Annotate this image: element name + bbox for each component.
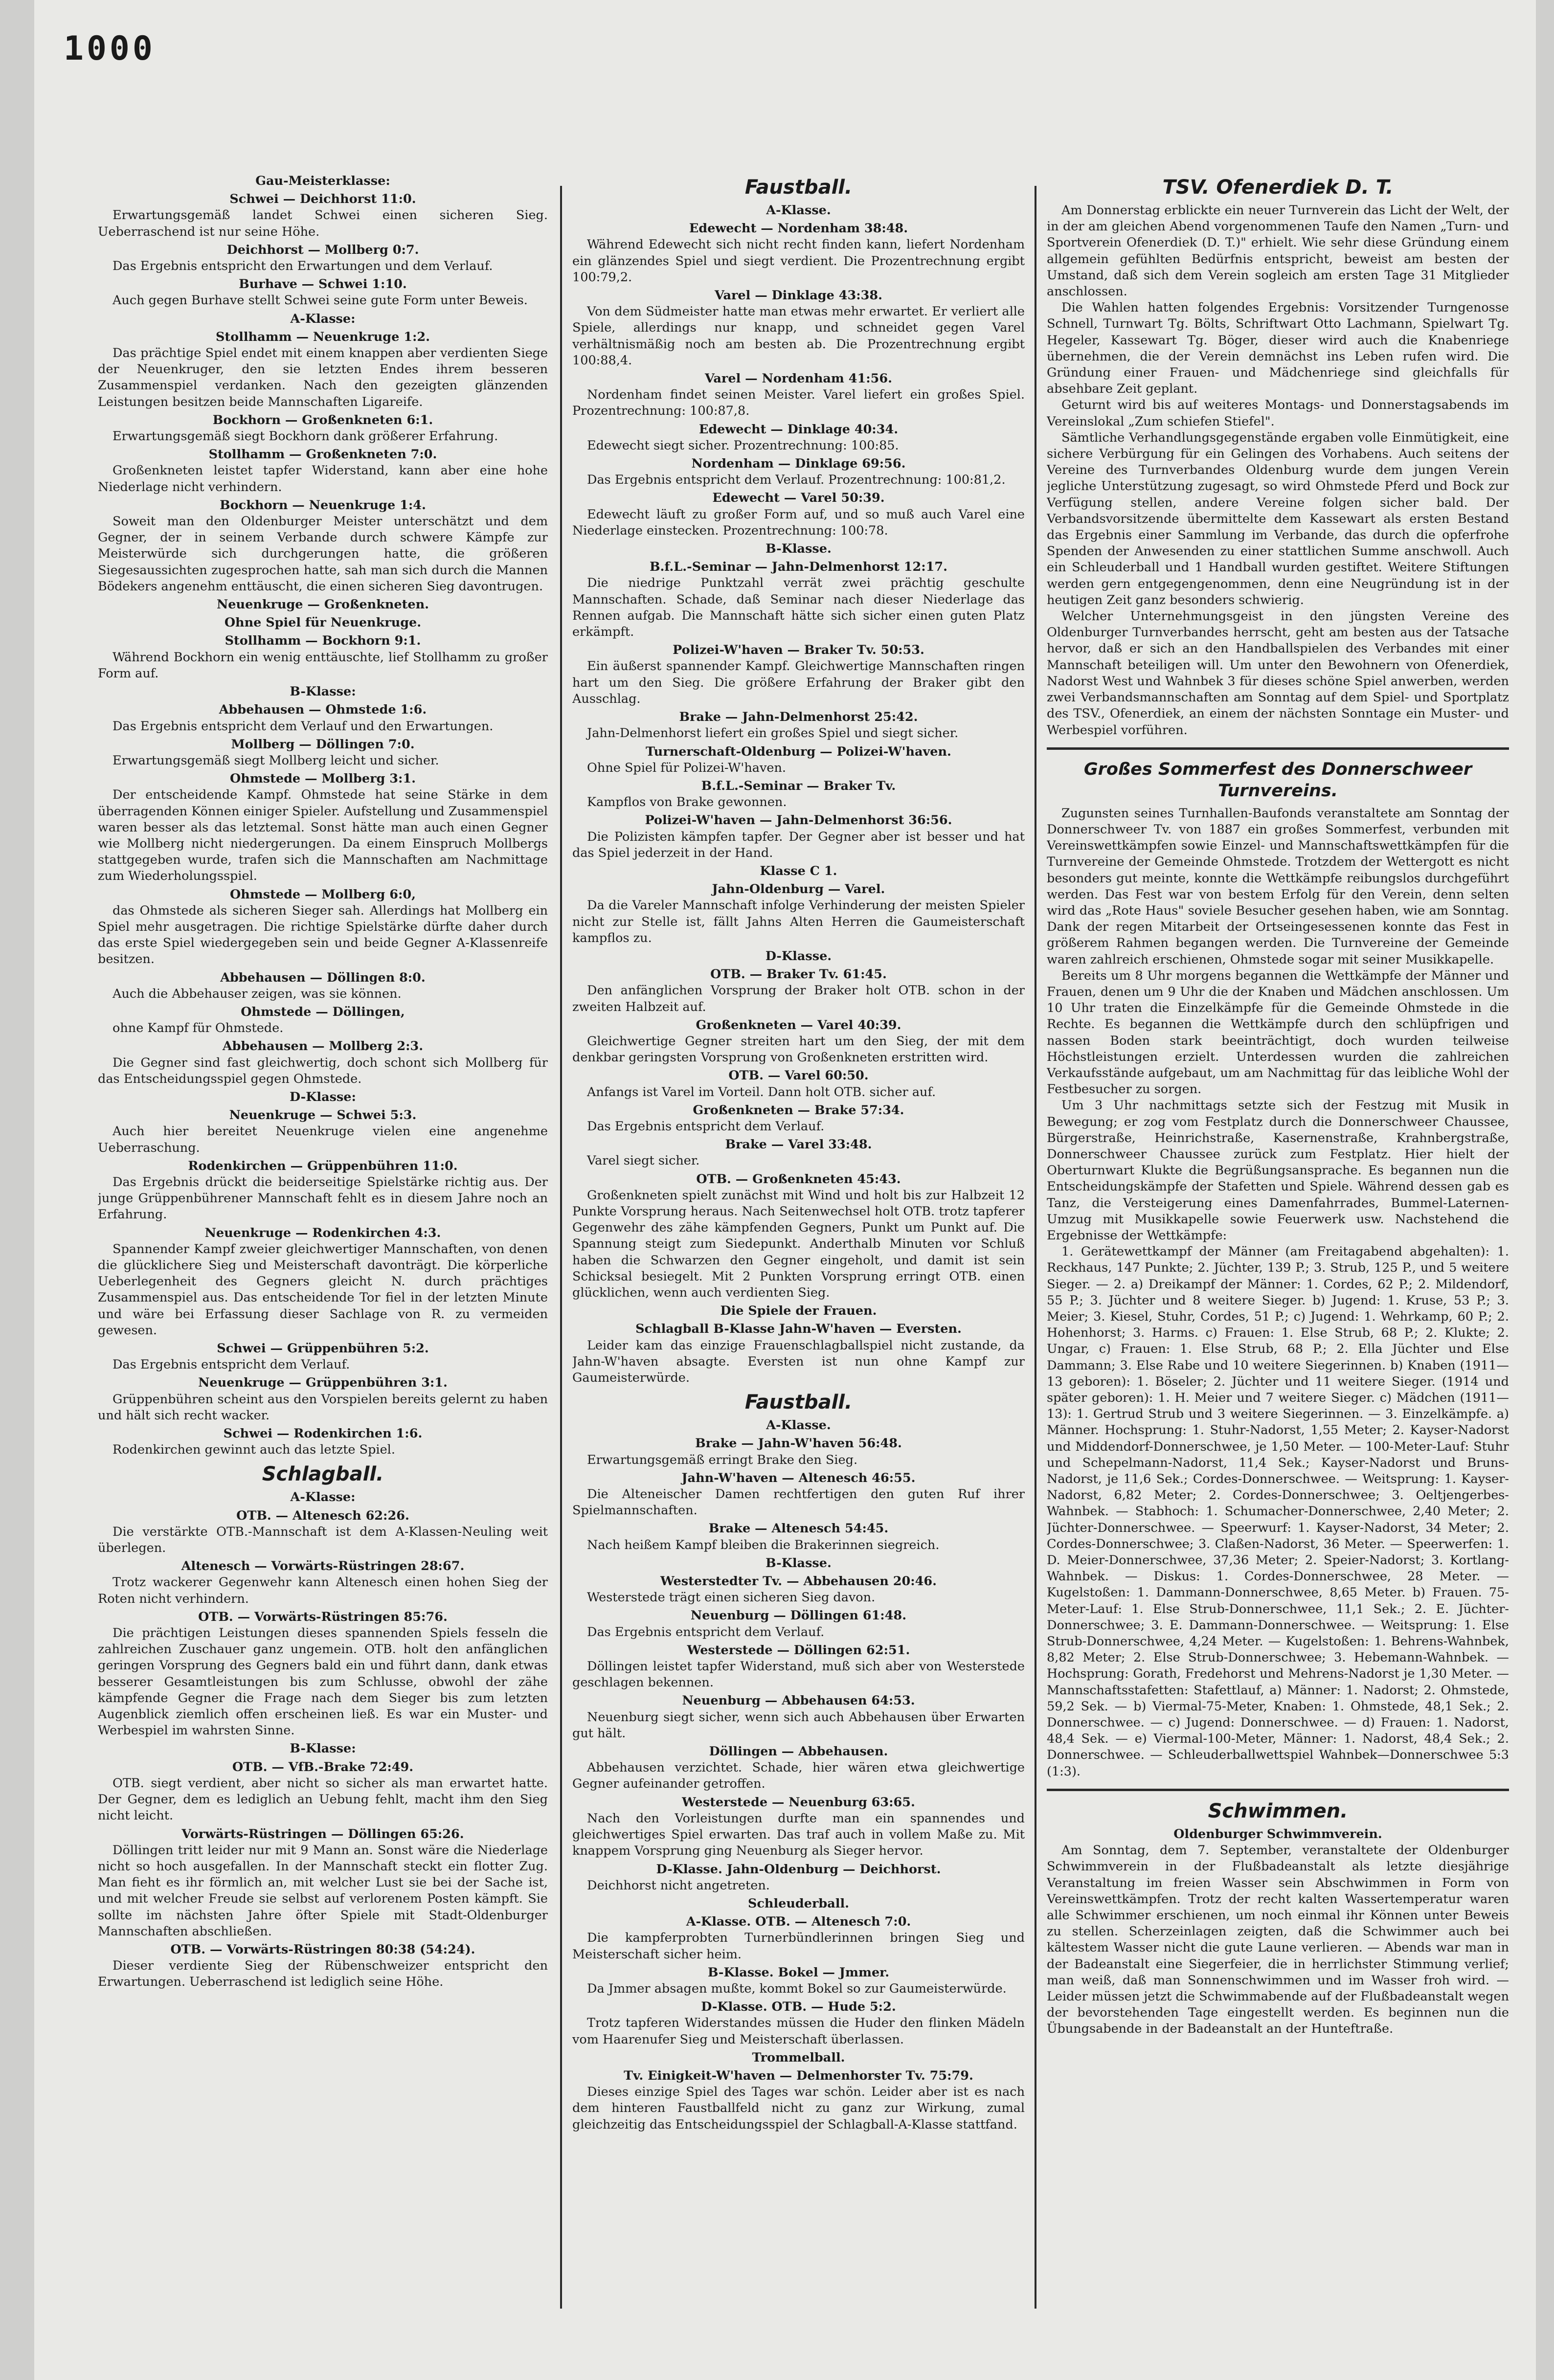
match-heading: Schwei — Rodenkirchen 1:6. [223, 1426, 423, 1441]
match-heading: Neuenburg — Döllingen 61:48. [690, 1608, 907, 1623]
article-paragraph: Erwartungsgemäß siegt Mollberg leicht und sicher. [113, 753, 439, 768]
article-paragraph: das Ohmstede als sicheren Sieger sah. Allerdings hat Mollberg ein Spiel mehr ausgetragen. Die richtige Spielstärke dürfte daher durch das erste Spiel wiedergegeben sein und beide Gegner A-Klassenreife besitzen. [98, 903, 548, 967]
match-heading: Altenesch — Vorwärts-Rüstringen 28:67. [181, 1559, 465, 1574]
match-heading: B-Klasse: [290, 684, 356, 699]
article-paragraph: Die kampferprobten Turnerbündlerinnen bringen Sieg und Meisterschaft sicher heim. [572, 1931, 1025, 1962]
article-paragraph: Neuenburg siegt sicher, wenn sich auch Abbehausen über Erwarten gut hält. [572, 1709, 1025, 1741]
article-paragraph: Trotz wackerer Gegenwehr kann Altenesch einen hohen Sieg der Roten nicht verhindern. [98, 1575, 548, 1606]
article-paragraph: Auch die Abbehauser zeigen, was sie können. [113, 986, 402, 1001]
match-heading: Abbehausen — Mollberg 2:3. [222, 1039, 424, 1054]
match-heading: B-Klasse. [766, 541, 832, 557]
article-paragraph: Döllingen leistet tapfer Widerstand, muß sich aber von Westerstede geschlagen bekennen. [572, 1659, 1025, 1690]
match-heading: Ohmstede — Mollberg 3:1. [230, 771, 416, 786]
match-heading: Ohne Spiel für Neuenkruge. [224, 615, 422, 630]
match-heading: Neuenkruge — Schwei 5:3. [229, 1108, 417, 1123]
article-paragraph: Abbehausen verzichtet. Schade, hier wären etwa gleichwertige Gegner aufeinander getroffen. [572, 1760, 1025, 1792]
article-paragraph: Deichhorst nicht angetreten. [587, 1878, 770, 1893]
article-paragraph: Großenkneten spielt zunächst mit Wind und holt bis zur Halbzeit 12 Punkte Vorsprung heraus. Nach Seitenwechsel holt OTB. trotz tapferer Gegenwehr des zähe kämpfenden Gegners, Punkt um Punkt auf. Die Spannung steigt zum Siedepunkt. Anderthalb Minuten vor Schluß haben die Schwarzen den Gegner eingeholt, und damit ist sein Schicksal besiegelt. Mit 2 Punkten Vorsprung erringt OTB. einen glücklichen, wenn auch verdienten Sieg. [572, 1188, 1025, 1300]
article-paragraph: Von dem Südmeister hatte man etwas mehr erwartet. Er verliert alle Spiele, allerdings nur knapp, und schneidet gegen Varel verhältnismäßig noch am besten ab. Die Prozentrechnung ergibt 100:88,4. [572, 304, 1025, 368]
match-heading: Neuenkruge — Großenkneten. [217, 597, 429, 612]
match-heading: D-Klasse. OTB. — Hude 5:2. [701, 1999, 896, 2015]
article-paragraph: Spannender Kampf zweier gleichwertiger Mannschaften, von denen die glücklichere Sieg und Meisterschaft davonträgt. Die körperliche Ueberlegenheit des Gegners gleicht N. durch prächtiges Zusammenspiel aus. Das entscheidende Tor fiel in der letzten Minute und wäre bei Erfassung dieser Sachlage von R. zu vermeiden gewesen. [98, 1241, 548, 1338]
match-heading: A-Klasse. [766, 1418, 831, 1433]
match-heading: Jahn-W'haven — Altenesch 46:55. [681, 1470, 916, 1485]
article-paragraph: Gleichwertige Gegner streiten hart um den Sieg, der mit dem denkbar geringsten Vorsprung von Großenkneten erstritten wird. [572, 1033, 1025, 1065]
match-heading: Varel — Nordenham 41:56. [704, 371, 893, 386]
article-paragraph: Die prächtigen Leistungen dieses spannenden Spiels fesseln die zahlreichen Zuschauer ganz ungemein. OTB. holt den anfänglichen geringen Vorsprung des Gegners bald ein und führt dann, dank etwas besserer Gesamtleistungen bis zum Schlusse, obwohl der zähe kämpfende Gegner die Frage nach dem Sieger bis zum letzten Augenblick ziemlich offen erscheinen ließ. Es war ein Muster- und Werbespiel im wahrsten Sinne. [98, 1626, 548, 1738]
article-paragraph: Nach den Vorleistungen durfte man ein spannendes und gleichwertiges Spiel erwarten. Das traf auch in vollem Maße zu. Mit knappem Vorsprung ging Neuenburg als Sieger hervor. [572, 1811, 1025, 1859]
article-paragraph: Die Alteneischer Damen rechtfertigen den guten Ruf ihrer Spielmannschaften. [572, 1487, 1025, 1518]
match-heading: Ohmstede — Döllingen, [241, 1004, 405, 1019]
match-heading: Edewecht — Nordenham 38:48. [689, 221, 908, 236]
match-heading: Jahn-Oldenburg — Varel. [712, 882, 885, 897]
match-heading: Mollberg — Döllingen 7:0. [231, 737, 415, 752]
match-heading: Schleuderball. [747, 1896, 850, 1911]
match-heading: Polizei-W'haven — Braker Tv. 50:53. [673, 643, 924, 658]
article-paragraph: Während Edewecht sich nicht recht finden kann, liefert Nordenham ein glänzendes Spiel und siegt verdient. Die Prozentrechnung ergibt 100:79,2. [572, 237, 1025, 285]
section-divider [1047, 1789, 1509, 1791]
match-heading: Schwei — Deichhorst 11:0. [229, 192, 416, 207]
article-paragraph: Die verstärkte OTB.-Mannschaft ist dem A-Klassen-Neuling weit überlegen. [98, 1524, 548, 1556]
article-paragraph: Die niedrige Punktzahl verrät zwei prächtig geschulte Mannschaften. Schade, daß Seminar nach dieser Niederlage das Rennen aufgab. Die Mannschaft hätte sich sicher einen guten Platz erkämpft. [572, 576, 1025, 640]
match-heading: Westerstede — Neuenburg 63:65. [682, 1795, 915, 1810]
match-heading: Abbehausen — Ohmstede 1:6. [219, 702, 427, 718]
article-paragraph: Geturnt wird bis auf weiteres Montags- und Donnerstagsabends im Vereinslokal „Zum schiefen Stiefel". [1047, 398, 1509, 429]
article-paragraph: Das prächtige Spiel endet mit einem knappen aber verdienten Siege der Neuenkruger, den sie letzten Endes ihrem besseren Zusammenspiel verdanken. Nach den gezeigten glänzenden Leistungen besitzen beide Mannschaften Ligareife. [98, 346, 548, 409]
match-heading: Westerstede — Döllingen 62:51. [687, 1642, 910, 1658]
column-3 [1047, 171, 1509, 2338]
section-title: TSV. Ofenerdiek D. T. [1162, 176, 1394, 199]
article-paragraph: Nordenham findet seinen Meister. Varel liefert ein großes Spiel. Prozentrechnung: 100:87,8. [572, 387, 1025, 419]
match-heading: Brake — Altenesch 54:45. [708, 1521, 889, 1536]
match-heading: Neuenkruge — Grüppenbühren 3:1. [198, 1375, 448, 1391]
match-heading: Varel — Dinklage 43:38. [715, 288, 882, 303]
article-paragraph: Das Ergebnis entspricht dem Verlauf. Prozentrechnung: 100:81,2. [587, 472, 1006, 488]
article-paragraph: Das Ergebnis entspricht den Erwartungen und dem Verlauf. [113, 259, 493, 274]
match-heading: A-Klasse. OTB. — Altenesch 7:0. [686, 1914, 911, 1930]
article-paragraph: Großenkneten leistet tapfer Widerstand, kann aber eine hohe Niederlage nicht verhindern. [98, 463, 548, 494]
article-paragraph: Bereits um 8 Uhr morgens begannen die Wettkämpfe der Männer und Frauen, denen um 9 Uhr die der Knaben und Mädchen anschlossen. Um 10 Uhr traten die Einzelkämpfe für die Gemeinde Ohmstede in die Rechte. Es begannen die Wettkämpfe durch den schlüpfrigen und nassen Boden stark beeinträchtigt, doch wurden teilweise Höchstleistungen erzielt. Unterdessen wurden die zahlreichen Verkaufsstände aufgebaut, um am Nachmittag für das leibliche Wohl der Festbesucher zu sorgen. [1047, 968, 1509, 1097]
match-heading: OTB. — Großenkneten 45:43. [696, 1171, 901, 1187]
match-heading: A-Klasse. [766, 203, 831, 218]
article-paragraph: Leider kam das einzige Frauenschlagballspiel nicht zustande, da Jahn-W'haven absagte. Eversten ist nun ohne Kampf zur Gaumeisterwürde. [572, 1338, 1025, 1386]
section-title: Faustball. [744, 1391, 853, 1414]
match-heading: B-Klasse: [290, 1741, 356, 1756]
match-heading: Die Spiele der Frauen. [720, 1303, 877, 1319]
match-heading: D-Klasse: [290, 1089, 356, 1104]
article-paragraph: Grüppenbühren scheint aus den Vorspielen bereits gelernt zu haben und hält sich recht wacker. [98, 1392, 548, 1423]
section-divider [1047, 747, 1509, 750]
article-paragraph: Die Wahlen hatten folgendes Ergebnis: Vorsitzender Turngenosse Schnell, Turnwart Tg. Bölts, Schriftwart Otto Lachmann, Spielwart Tg. Hegeler, Kassewart Tg. Böger, dieser wird auch die Knabenriege übernehmen, die der Verein demnächst ins Leben rufen wird. Die Gründung einer Frauen- und Mädchenriege sind gleichfalls für absehbare Zeit geplant. [1047, 300, 1509, 397]
article-paragraph: Nach heißem Kampf bleiben die Brakerinnen siegreich. [587, 1537, 940, 1552]
article-paragraph: Das Ergebnis entspricht dem Verlauf. [587, 1119, 825, 1134]
article-paragraph: Das Ergebnis entspricht dem Verlauf. [113, 1357, 350, 1372]
match-heading: Rodenkirchen — Grüppenbühren 11:0. [188, 1158, 458, 1173]
article-paragraph: Die Polizisten kämpfen tapfer. Der Gegner aber ist besser und hat das Spiel jederzeit in der Hand. [572, 829, 1025, 860]
article-paragraph: Erwartungsgemäß erringt Brake den Sieg. [587, 1452, 858, 1467]
match-heading: Polizei-W'haven — Jahn-Delmenhorst 36:56. [645, 813, 952, 828]
column-2 [572, 171, 1025, 2338]
article-paragraph: 1. Gerätewettkampf der Männer (am Freitagabend abgehalten): 1. Reckhaus, 147 Punkte; 2. Jüchter, 139 P.; 3. Strub, 125 P., und 5 weitere Sieger. — 2. a) Dreikampf der Männer: 1. Cordes, 62 P.; 2. Mildendorf, 55 P.; 3. Jüchter und 8 weitere Sieger. b) Jugend: 1. Kruse, 53 P.; 3. Meier; 3. Kiesel, Stuhr, Cordes, 51 P.; c) Jugend: 1. Wehrkamp, 60 P.; 2. Hohenhorst; 3. Harms. c) Frauen: 1. Else Strub, 68 P.; 2. Klukte; 2. Ungar, c) Frauen: 1. Else Strub, 68 P.; 2. Ella Jüchter und Else Dammann; 3. Else Rabe und 10 weitere Siegerinnen. b) Knaben (1911—13 geboren): 1. Böseler; 2. Jüchter und 11 weitere Sieger. (1914 und später geboren): 1. H. Meier und 7 weitere Sieger. c) Mädchen (1911—13): 1. Gertrud Strub und 3 weitere Siegerinnen. — 3. Einzelkämpfe. a) Männer. Hochsprung: 1. Stuhr-Nadorst, 1,55 Meter; 2. Kayser-Nadorst und Middendorf-Donnerschwee, je 1,50 Meter. — 100-Meter-Lauf: Stuhr und Schepelmann-Nadorst, 11,4 Sek.; Kayser-Nadorst und Bruns-Nadorst, je 11,6 Sek.; Cordes-Donnerschwee. — Weitsprung: 1. Kayser-Nadorst, 6,82 Meter; 2. Cordes-Donnerschwee; 3. Oeltjengerbes-Wahnbek. — Stabhoch: 1. Schumacher-Donnerschwee, 2,40 Meter; 2. Jüchter-Donnerschwee. — Speerwurf: 1. Kayser-Nadorst, 34 Meter; 2. Cordes-Donnerschwee; 3. Claßen-Nadorst, 36 Meter. — Speerwerfen: 1. D. Meier-Donnerschwee, 37,36 Meter; 2. Speier-Nadorst; 3. Kortlang-Wahnbek. — Diskus: 1. Cordes-Donnerschwee, 28 Meter. — Kugelstoßen: 1. Dammann-Donnerschwee, 8,65 Meter. b) Frauen. 75-Meter-Lauf: 1. Else Strub-Donnerschwee, 11,1 Sek.; 2. E. Jüchter-Donnerschwee; 3. E. Dammann-Donnerschwee. — Weitsprung: 1. Else Strub-Donnerschwee, 4,24 Meter. — Kugelstoßen: 1. Behrens-Wahnbek, 8,82 Meter; 2. Else Strub-Donnerschwee; 3. Hebemann-Wahnbek. — Hochsprung: Gorath, Fredehorst und Mehrens-Nadorst je 1,30 Meter. — Mannschaftsstafetten: Stafettlauf, a) Männer: 1. Nadorst; 2. Ohmstede, 59,2 Sek. — b) Viermal-75-Meter, Knaben: 1. Ohmstede, 48,1 Sek.; 2. Donnerschwee. — c) Jugend: Donnerschwee. — d) Frauen: 1. Nadorst, 48,4 Sek. — e) Viermal-100-Meter, Männer: 1. Nadorst, 48,4 Sek.; 2. Donnerschwee. — Schleuderballwettspiel Wahnbek—Donnerschwee 5:3 (1:3). [1047, 1244, 1509, 1779]
article-paragraph: Kampflos von Brake gewonnen. [587, 795, 787, 810]
article-paragraph: Rodenkirchen gewinnt auch das letzte Spiel. [113, 1442, 395, 1458]
article-paragraph: Um 3 Uhr nachmittags setzte sich der Festzug mit Musik in Bewegung; er zog vom Festplatz durch die Donnerschweer Chaussee, Bürgerstraße, Heinrichstraße, Kasernenstraße, Krahnbergstraße, Donnerschweer Chaussee zurück zum Festplatz. Hier hielt der Oberturnwart Klukte die Begrüßungsansprache. Es begannen nun die Entscheidungskämpfe der Stafetten und Spiele. Während dessen gab es Tanz, die Versteigerung eines Damenfahrrades, Bummel-Laternen-Umzug mit Musikkapelle sowie Feuerwerk usw. Nachstehend die Ergebnisse der Wettkämpfe: [1047, 1098, 1509, 1243]
match-heading: Abbehausen — Döllingen 8:0. [220, 970, 426, 985]
article-paragraph: Jahn-Delmenhorst liefert ein großes Spiel und siegt sicher. [587, 726, 959, 741]
article-paragraph: Soweit man den Oldenburger Meister unterschätzt und dem Gegner, der in seinem Verbande durch schwere Kämpfe zur Meisterwürde sich durchgerungen hatte, die größeren Siegesaussichten zugesprochen hatte, sah man sich durch die Mannen Bödekers angenehm enttäuscht, die einen sicheren Sieg davontrugen. [98, 514, 548, 594]
article-paragraph: Die Gegner sind fast gleichwertig, doch schont sich Mollberg für das Entscheidungsspiel gegen Ohmstede. [98, 1055, 548, 1086]
match-heading: OTB. — Braker Tv. 61:45. [710, 967, 887, 982]
article-paragraph: Ohne Spiel für Polizei-W'haven. [587, 760, 786, 775]
column-rule [560, 186, 562, 2309]
article-paragraph: Döllingen tritt leider nur mit 9 Mann an. Sonst wäre die Niederlage nicht so hoch ausgefallen. In der Mannschaft steckt ein flotter Zug. Man fieht es ihr förmlich an, mit welcher Lust sie bei der Sache ist, und mit welcher Freude sie selbst auf verlorenem Posten kämpft. Sie sollte im nächsten Jahre öfter Spiele mit Stadt-Oldenburger Mannschaften abschließen. [98, 1842, 548, 1939]
match-heading: B-Klasse. Bokel — Jmmer. [707, 1965, 890, 1980]
article-paragraph: ohne Kampf für Ohmstede. [113, 1021, 284, 1036]
section-title: Faustball. [744, 176, 853, 199]
section-title: Schwimmen. [1208, 1799, 1348, 1822]
column-rule [1035, 186, 1036, 2309]
match-heading: OTB. — Altenesch 62:26. [236, 1508, 409, 1523]
article-paragraph: Dieser verdiente Sieg der Rübenschweizer entspricht den Erwartungen. Ueberraschend ist lediglich seine Höhe. [98, 1958, 548, 1990]
article-paragraph: Dieses einzige Spiel des Tages war schön. Leider aber ist es nach dem hinteren Faustballfeld nicht zu ganz zur Wirkung, zumal gleichzeitig das Entscheidungsspiel der Schlagball-A-Klasse stattfand. [572, 2085, 1025, 2132]
match-heading: Neuenkruge — Rodenkirchen 4:3. [204, 1225, 441, 1240]
match-heading: Klasse C 1. [760, 863, 837, 878]
article-paragraph: Auch hier bereitet Neuenkruge vielen eine angenehme Ueberraschung. [98, 1124, 548, 1155]
article-paragraph: Westerstede trägt einen sicheren Sieg davon. [587, 1590, 876, 1605]
match-heading: Edewecht — Dinklage 40:34. [698, 422, 899, 437]
article-paragraph: Edewecht läuft zu großer Form auf, und so muß auch Varel eine Niederlage einstecken. Prozentrechnung: 100:78. [572, 507, 1025, 538]
article-paragraph: Varel siegt sicher. [587, 1153, 700, 1168]
article-paragraph: Sämtliche Verhandlungsgegenstände ergaben volle Einmütigkeit, eine sichere Verbürgung für ein Gelingen des Vorhabens. Auch seitens der Vereine des Turnverbandes Oldenburg wurde dem jungen Verein jegliche Unterstützung zugesagt, so wird Ohmstede Pferd und Bock zur Verfügung stellen, andere Vereine folgen sicher bald. Der Verbandsvorsitzende übermittelte dem Kassewart als ersten Bestand das Ergebnis einer Sammlung im Verbande, das durch die opferfrohe Spenden der Anwesenden zu einer stattlichen Summe anschwoll. Auch ein Schleuderball und 1 Handball wurden gestiftet. Weitere Stiftungen werden gern entgegengenommen, denn eine Neugründung ist in der heutigen Zeit ganz besonders schwierig. [1047, 430, 1509, 607]
match-heading: Ohmstede — Mollberg 6:0, [230, 887, 416, 902]
match-heading: Bockhorn — Neuenkruge 1:4. [220, 497, 426, 513]
match-heading: Großenkneten — Varel 40:39. [696, 1017, 901, 1033]
match-heading: Bockhorn — Großenkneten 6:1. [212, 412, 433, 427]
match-heading: D-Klasse. Jahn-Oldenburg — Deichhorst. [656, 1862, 941, 1877]
article-paragraph: Am Donnerstag erblickte ein neuer Turnverein das Licht der Welt, der in der am gleichen Abend vorgenommenen Taufe den Namen „Turn- und Sportverein Ofenerdiek (D. T.)" erhielt. Wie sehr diese Gründung einem allgemein gefühlten Bedürfnis entspricht, beweist am besten der Umstand, daß sich dem Verein sogleich am ersten Tage 31 Mitglieder anschlossen. [1047, 203, 1509, 299]
match-heading: A-Klasse: [290, 311, 356, 326]
article-paragraph: Am Sonntag, dem 7. September, veranstaltete der Oldenburger Schwimmverein in der Flußbadeanstalt als letzte diesjährige Veranstaltung im freien Wasser sein Abschwimmen in Form von Vereinswettkämpfen. Trotz der recht kalten Wassertemperatur waren alle Schwimmer erschienen, um noch einmal ihr Können unter Beweis zu stellen. Scherzeinlagen zeigten, daß die Schwimmer auch bei kältestem Wasser nicht die gute Laune verlieren. — Abends war man in der Badeanstalt eine Siegerfeier, die in herrlichster Stimmung verlief; man weiß, daß man Sonnenschwimmen und im Wasser froh wird. — Leider müssen jetzt die Schwimmabende auf der Flußbadeanstalt wegen der bevorstehenden Tage eingestellt werden. Es beginnen nun die Übungsabende in der Badeanstalt an der Hunteftraße. [1047, 1843, 1509, 2037]
newspaper-page [34, 0, 1536, 2380]
match-heading: Schlagball B-Klasse Jahn-W'haven — Eversten. [635, 1322, 962, 1337]
article-paragraph: Den anfänglichen Vorsprung der Braker holt OTB. schon in der zweiten Halbzeit auf. [572, 983, 1025, 1014]
match-heading: D-Klasse. [765, 948, 832, 964]
column-1 [98, 171, 548, 2338]
article-paragraph: OTB. siegt verdient, aber nicht so sicher als man erwartet hatte. Der Gegner, dem es lediglich an Uebung fehlt, macht ihm den Sieg nicht leicht. [98, 1775, 548, 1823]
match-heading: Schwei — Grüppenbühren 5:2. [217, 1341, 429, 1356]
article-paragraph: Das Ergebnis drückt die beiderseitige Spielstärke richtig aus. Der junge Grüppenbührener Mannschaft fehlt es in diesem Jahre noch an Erfahrung. [98, 1174, 548, 1222]
match-heading: Großenkneten — Brake 57:34. [693, 1102, 904, 1118]
article-paragraph: Welcher Unternehmungsgeist in den jüngsten Vereine des Oldenburger Turnverbandes herrscht, geht am besten aus der Tatsache hervor, daß er sich an den Handballspielen des Verbandes mit einer Mannschaft beteiligen will. Um unter den Bewohnern von Ofenerdiek, Nadorst West und Wahnbek 3 für dieses schöne Spiel anwerben, werden zwei Verbandsmannschaften am Sonntag auf dem Spiel- und Sportplatz des TSV., Ofenerdiek, an einem der nächsten Sonntage ein Muster- und Werbespiel vorführen. [1047, 609, 1509, 738]
match-heading: Döllingen — Abbehausen. [709, 1744, 888, 1759]
article-paragraph: Auch gegen Burhave stellt Schwei seine gute Form unter Beweis. [113, 293, 528, 308]
match-heading: OTB. — Vorwärts-Rüstringen 80:38 (54:24). [170, 1942, 475, 1957]
article-paragraph: Trotz tapferen Widerstandes müssen die Huder den flinken Mädeln vom Haarenufer Sieg und Meisterschaft überlassen. [572, 2016, 1025, 2047]
match-heading: Burhave — Schwei 1:10. [239, 277, 407, 292]
article-paragraph: Zugunsten seines Turnhallen-Baufonds veranstaltete am Sonntag der Donnerschweer Tv. von 1887 ein großes Sommerfest, verbunden mit Vereinswettkämpfen sowie Einzel- und Mannschaftswettkämpfen für die Turnvereine der Gemeinde Ohmstede. Trotzdem der Wettergott es nicht besonders gut meinte, konnte die Wettkämpfe reibungslos durchgeführt werden. Das Fest war von bestem Erfolg für den Verein, denn selten wird das „Rote Haus" soviele Besucher gesehen haben, wie am Sonntag. Dank der regen Mitarbeit der Ortseingesessenen konnte das Fest in größerem Rahmen begangen werden. Die Turnvereine der Gemeinde waren zahlreich erschienen, Ohmstede sogar mit seiner Musikkapelle. [1047, 806, 1509, 967]
article-paragraph: Erwartungsgemäß landet Schwei einen sicheren Sieg. Ueberraschend ist nur seine Höhe. [98, 208, 548, 239]
match-heading: Deichhorst — Mollberg 0:7. [226, 242, 419, 257]
match-heading: Brake — Varel 33:48. [725, 1137, 872, 1152]
section-title: Schlagball. [262, 1463, 384, 1486]
article-paragraph: Edewecht siegt sicher. Prozentrechnung: 100:85. [587, 438, 899, 453]
article-paragraph: Ein äußerst spannender Kampf. Gleichwertige Mannschaften ringen hart um den Sieg. Die größere Erfahrung der Braker gibt den Ausschlag. [572, 659, 1025, 706]
match-heading: Neuenburg — Abbehausen 64:53. [682, 1693, 915, 1708]
match-heading: Stollhamm — Großenkneten 7:0. [208, 447, 437, 462]
match-heading: Brake — Jahn-W'haven 56:48. [695, 1436, 902, 1451]
article-paragraph: Das Ergebnis entspricht dem Verlauf. [587, 1624, 825, 1639]
match-heading: Tv. Einigkeit-W'haven — Delmenhorster Tv. 75:79. [624, 2068, 973, 2083]
match-heading: B.f.L.-Seminar — Braker Tv. [701, 778, 896, 793]
match-heading: OTB. — VfB.-Brake 72:49. [232, 1759, 414, 1774]
match-heading: B-Klasse. [766, 1555, 832, 1571]
match-heading: OTB. — Vorwärts-Rüstringen 85:76. [198, 1609, 448, 1624]
article-paragraph: Der entscheidende Kampf. Ohmstede hat seine Stärke in dem überragenden Können einiger Spieler. Aufstellung und Zusammenspiel waren besser als das letztemal. Sonst hätte man auch einen Gegner wie Mollberg nicht niedergerungen. Da einem Einspruch Mollbergs stattgegeben wurde, trafen sich die Mannschaften am Nachmittage zum Wiederholungsspiel. [98, 787, 548, 884]
match-heading: Stollhamm — Bockhorn 9:1. [225, 633, 421, 649]
article-paragraph: Das Ergebnis entspricht dem Verlauf und den Erwartungen. [113, 718, 494, 734]
match-heading: Trommelball. [752, 2050, 845, 2065]
match-heading: Turnerschaft-Oldenburg — Polizei-W'haven. [646, 744, 951, 759]
article-paragraph: Während Bockhorn ein wenig enttäuschte, lief Stollhamm zu großer Form auf. [98, 650, 548, 681]
match-heading: Nordenham — Dinklage 69:56. [691, 456, 906, 472]
match-heading: Stollhamm — Neuenkruge 1:2. [215, 329, 430, 344]
match-heading: Vorwärts-Rüstringen — Döllingen 65:26. [181, 1826, 464, 1841]
article-paragraph: Erwartungsgemäß siegt Bockhorn dank größerer Erfahrung. [113, 429, 498, 444]
article-paragraph: Da die Vareler Mannschaft infolge Verhinderung der meisten Spieler nicht zur Stelle ist, fällt Jahns Alten Herren die Gaumeisterschaft kampflos zu. [572, 898, 1025, 945]
match-heading: OTB. — Varel 60:50. [728, 1068, 869, 1083]
match-heading: A-Klasse: [290, 1490, 356, 1505]
match-heading: Edewecht — Varel 50:39. [712, 491, 885, 506]
match-heading: Westerstedter Tv. — Abbehausen 20:46. [660, 1574, 937, 1589]
match-heading: Gau-Meisterklasse: [255, 174, 390, 188]
match-heading: Brake — Jahn-Delmenhorst 25:42. [679, 710, 918, 725]
match-heading: Oldenburger Schwimmverein. [1173, 1826, 1382, 1841]
section-title: Großes Sommerfest des Donnerschweer Turnvereins. [1083, 759, 1472, 801]
page-number: 1000 [64, 29, 156, 68]
article-paragraph: Da Jmmer absagen mußte, kommt Bokel so zur Gaumeisterwürde. [587, 1981, 1007, 1996]
article-paragraph: Anfangs ist Varel im Vorteil. Dann holt OTB. sicher auf. [587, 1084, 936, 1100]
match-heading: B.f.L.-Seminar — Jahn-Delmenhorst 12:17. [649, 560, 948, 575]
